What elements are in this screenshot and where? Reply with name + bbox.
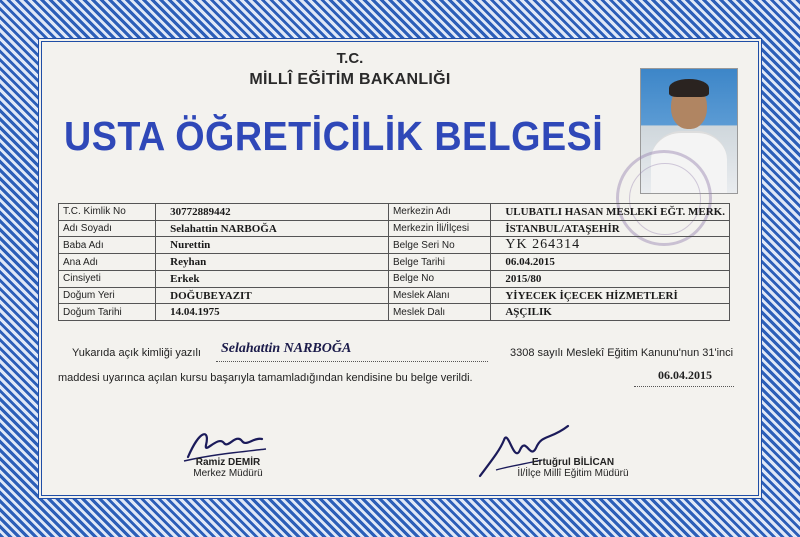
dotted-underline [216, 361, 488, 362]
field-value: YK 264314 [491, 237, 730, 254]
signatory-name: Ramiz DEMİR [195, 457, 261, 468]
field-label: Baba Adı [59, 237, 156, 254]
certificate-title: USTA ÖĞRETİCİLİK BELGESİ [64, 113, 604, 159]
table-row [59, 204, 730, 221]
info-table [58, 203, 730, 321]
country-heading: T.C. [336, 50, 364, 67]
statement-text: maddesi uyarınca açılan kursu başarıyla tamamladığından kendisine bu belge verildi. [58, 372, 473, 384]
field-value: İSTANBUL/ATAŞEHİR [491, 220, 730, 237]
field-label: Meslek Alanı [388, 287, 490, 304]
field-value: Reyhan [156, 254, 389, 271]
signatory-name: Ertuğrul BİLİCAN [531, 457, 615, 468]
field-value: AŞÇILIK [491, 304, 730, 321]
field-value: ULUBATLI HASAN MESLEKİ EĞT. MERK. [491, 204, 730, 221]
table-row [59, 271, 730, 288]
field-label: Meslek Dalı [388, 304, 490, 321]
statement-text: 3308 sayılı Meslekî Eğitim Kanunu'nun 31'inci [510, 347, 734, 359]
field-value: Nurettin [156, 237, 389, 254]
field-label: T.C. Kimlik No [59, 204, 156, 221]
field-value: YİYECEK İÇECEK HİZMETLERİ [491, 287, 730, 304]
field-label: Belge Tarihi [388, 254, 490, 271]
field-label: Belge Seri No [388, 237, 490, 254]
field-label: Adı Soyadı [59, 220, 156, 237]
statement-text: Yukarıda açık kimliği yazılı [72, 347, 201, 359]
signatory-title: Merkez Müdürü [193, 468, 263, 479]
field-value: 30772889442 [156, 204, 389, 221]
statement-line-2 [58, 368, 738, 384]
field-label: Doğum Yeri [59, 287, 156, 304]
field-label: Belge No [388, 271, 490, 288]
field-label: Cinsiyeti [59, 271, 156, 288]
issue-date: 06.04.2015 [658, 368, 712, 382]
field-value: DOĞUBEYAZIT [156, 287, 389, 304]
ministry-heading: MİLLÎ EĞİTİM BAKANLIĞI [249, 71, 451, 88]
signatory-2 [498, 457, 648, 479]
field-label: Doğum Tarihi [59, 304, 156, 321]
signatory-title: İl/İlçe Millî Eğitim Müdürü [517, 468, 629, 479]
field-value: 2015/80 [491, 271, 730, 288]
field-label: Merkezin Adı [388, 204, 490, 221]
table-row [59, 220, 730, 237]
field-value: 14.04.1975 [156, 304, 389, 321]
field-value: Selahattin NARBOĞA [156, 220, 389, 237]
dotted-underline [634, 386, 734, 387]
field-label: Merkezin İli/İlçesi [388, 220, 490, 237]
field-label: Ana Adı [59, 254, 156, 271]
table-row [59, 304, 730, 321]
holder-name: Selahattin NARBOĞA [221, 341, 352, 356]
field-value: Erkek [156, 271, 389, 288]
table-row [59, 254, 730, 271]
field-value: 06.04.2015 [491, 254, 730, 271]
table-row [59, 237, 730, 254]
signatory-1 [180, 457, 276, 479]
table-row [59, 287, 730, 304]
